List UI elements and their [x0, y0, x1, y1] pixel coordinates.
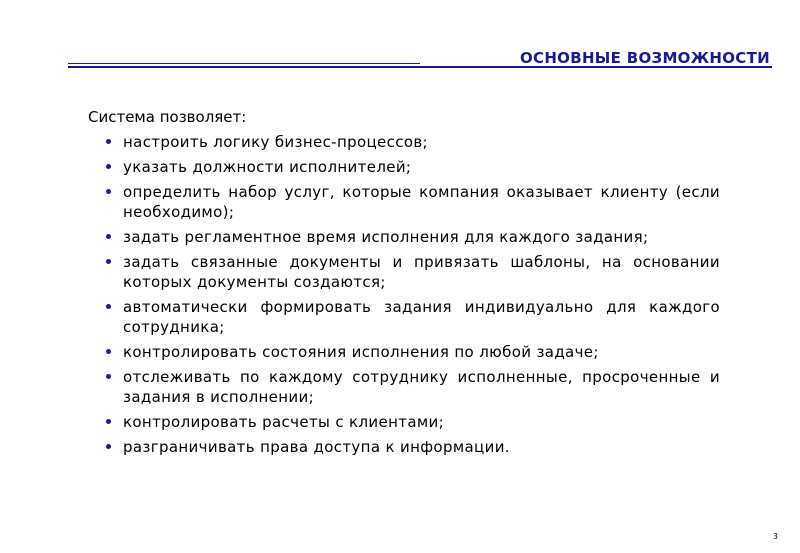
- intro-text: Система позволяет:: [88, 108, 247, 126]
- list-item-text: настроить логику бизнес-процессов;: [123, 133, 428, 151]
- list-item: [103, 437, 720, 457]
- bullet-icon: [106, 164, 111, 169]
- bullet-icon: [106, 374, 111, 379]
- feature-list: [88, 132, 720, 457]
- list-item: [103, 342, 720, 362]
- list-item-text: отслеживать по каждому сотруднику исполненные, просроченные и задания в исполнении;: [123, 368, 720, 406]
- list-item-text: контролировать состояния исполнения по любой задаче;: [123, 343, 599, 361]
- bullet-icon: [106, 189, 111, 194]
- list-item-text: задать регламентное время исполнения для каждого задания;: [123, 228, 649, 246]
- bullet-icon: [106, 259, 111, 264]
- bullet-icon: [106, 139, 111, 144]
- bullet-icon: [106, 304, 111, 309]
- list-item-text: указать должности исполнителей;: [123, 158, 412, 176]
- list-item: [103, 157, 720, 177]
- list-item: [103, 182, 720, 222]
- list-item: [103, 132, 720, 152]
- list-item-text: определить набор услуг, которые компания оказывает клиенту (если необходимо);: [123, 183, 720, 221]
- list-item: [103, 252, 720, 292]
- bullet-icon: [106, 349, 111, 354]
- list-item-text: задать связанные документы и привязать шаблоны, на основании которых документы создаются;: [123, 253, 720, 291]
- bullet-icon: [106, 444, 111, 449]
- list-item: [103, 297, 720, 337]
- slide-content: [88, 106, 720, 462]
- page-number: 3: [772, 532, 778, 541]
- list-item-text: контролировать расчеты с клиентами;: [123, 413, 445, 431]
- page-title: ОСНОВНЫЕ ВОЗМОЖНОСТИ: [519, 49, 770, 67]
- list-item-text: разграничивать права доступа к информации.: [123, 438, 510, 456]
- bullet-icon: [106, 234, 111, 239]
- list-item: [103, 367, 720, 407]
- header-rule-upper: [68, 63, 420, 64]
- list-item-text: автоматически формировать задания индивидуально для каждого сотрудника;: [123, 298, 720, 336]
- bullet-icon: [106, 419, 111, 424]
- list-item: [103, 412, 720, 432]
- list-item: [103, 227, 720, 247]
